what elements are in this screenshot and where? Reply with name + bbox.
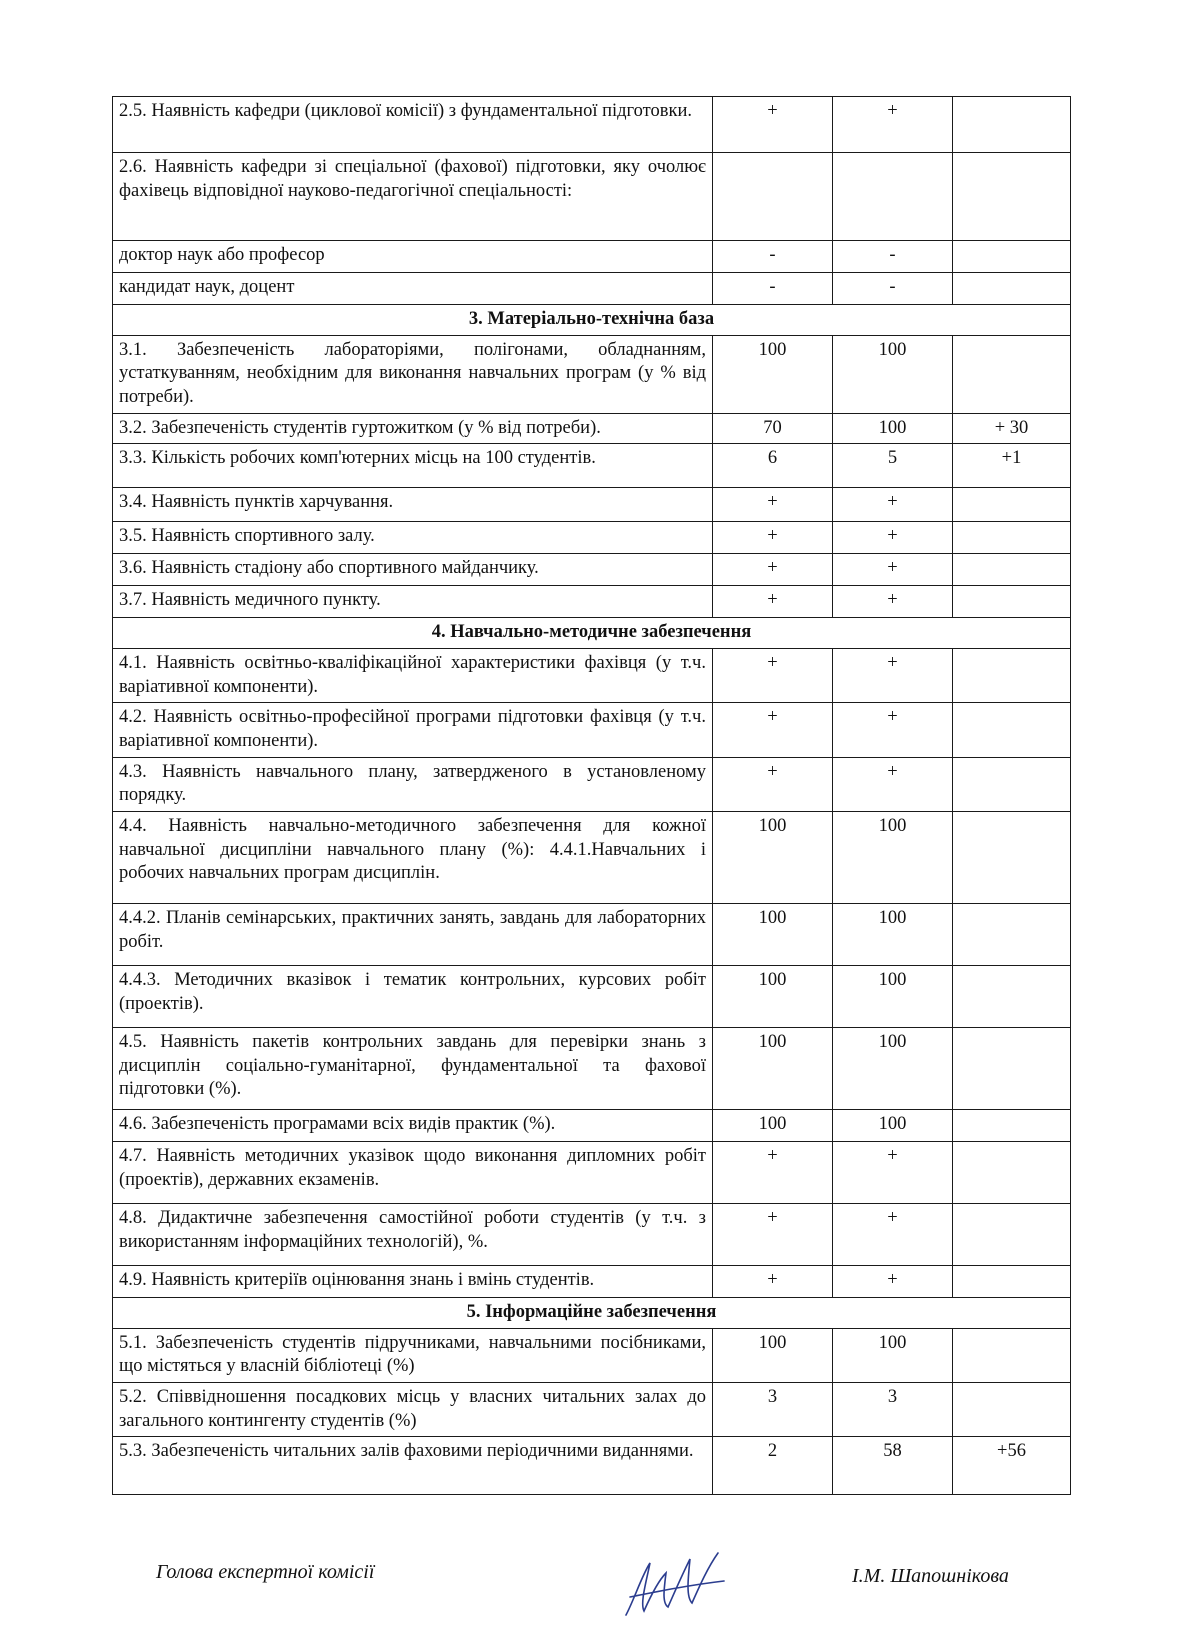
required-value: 3	[713, 1383, 833, 1437]
deviation-value: + 30	[953, 413, 1071, 444]
actual-value	[833, 153, 953, 241]
criterion-text: 5.1. Забезпеченість студентів підручниками, навчальними посібниками, що містяться у власній бібліотеці (%)	[113, 1328, 713, 1382]
actual-value: +	[833, 586, 953, 618]
required-value: 2	[713, 1437, 833, 1495]
section-title: 3. Матеріально-технічна база	[113, 305, 1071, 336]
actual-value: 100	[833, 1028, 953, 1110]
criterion-text: 4.7. Наявність методичних указівок щодо виконання дипломних робіт (проектів), державних екзаменів.	[113, 1142, 713, 1204]
deviation-value: +56	[953, 1437, 1071, 1495]
required-value: -	[713, 241, 833, 273]
criterion-text: 4.4.3. Методичних вказівок і тематик контрольних, курсових робіт (проектів).	[113, 966, 713, 1028]
table-row	[113, 1266, 1071, 1298]
required-value: +	[713, 649, 833, 703]
signatory-name: І.М. Шапошнікова	[852, 1565, 1009, 1587]
actual-value: 100	[833, 966, 953, 1028]
deviation-value	[953, 273, 1071, 305]
section-title: 4. Навчально-методичне забезпечення	[113, 618, 1071, 649]
criterion-text: 3.7. Наявність медичного пункту.	[113, 586, 713, 618]
deviation-value	[953, 586, 1071, 618]
actual-value: +	[833, 1266, 953, 1298]
required-value: +	[713, 1204, 833, 1266]
actual-value: 5	[833, 444, 953, 488]
section-title: 5. Інформаційне забезпечення	[113, 1298, 1071, 1329]
criteria-table-body	[113, 97, 1071, 1495]
deviation-value	[953, 1266, 1071, 1298]
required-value: 100	[713, 1328, 833, 1382]
table-row	[113, 1383, 1071, 1437]
actual-value: -	[833, 241, 953, 273]
criterion-text: 5.3. Забезпеченість читальних залів фаховими періодичними виданнями.	[113, 1437, 713, 1495]
actual-value: 58	[833, 1437, 953, 1495]
actual-value: 3	[833, 1383, 953, 1437]
table-row	[113, 1204, 1071, 1266]
actual-value: 100	[833, 335, 953, 413]
criterion-text: 4.6. Забезпеченість програмами всіх видів практик (%).	[113, 1110, 713, 1142]
actual-value: 100	[833, 1328, 953, 1382]
table-row	[113, 554, 1071, 586]
criterion-text: 3.6. Наявність стадіону або спортивного майданчику.	[113, 554, 713, 586]
required-value: 100	[713, 904, 833, 966]
table-row	[113, 1328, 1071, 1382]
deviation-value	[953, 554, 1071, 586]
actual-value: +	[833, 1204, 953, 1266]
criterion-text: 4.5. Наявність пакетів контрольних завдань для перевірки знань з дисциплін соціально-гуманітарної, фундаментальної та фахової підготовки (%).	[113, 1028, 713, 1110]
required-value: 70	[713, 413, 833, 444]
deviation-value	[953, 1110, 1071, 1142]
required-value: 100	[713, 1028, 833, 1110]
actual-value: +	[833, 649, 953, 703]
actual-value: +	[833, 554, 953, 586]
required-value: +	[713, 1266, 833, 1298]
deviation-value	[953, 1142, 1071, 1204]
criterion-text: 4.4. Наявність навчально-методичного забезпечення для кожної навчальної дисципліни навчального плану (%): 4.4.1.Навчальних і робочих навчальних програм дисциплін.	[113, 812, 713, 904]
required-value: +	[713, 1142, 833, 1204]
required-value	[713, 153, 833, 241]
table-row	[113, 703, 1071, 757]
criterion-text: доктор наук або професор	[113, 241, 713, 273]
required-value: +	[713, 703, 833, 757]
actual-value: +	[833, 703, 953, 757]
criterion-text: 4.4.2. Планів семінарських, практичних занять, завдань для лабораторних робіт.	[113, 904, 713, 966]
table-row	[113, 97, 1071, 153]
section-header-row	[113, 305, 1071, 336]
table-row	[113, 757, 1071, 811]
table-row	[113, 444, 1071, 488]
criterion-text: 4.8. Дидактичне забезпечення самостійної роботи студентів (у т.ч. з використанням інформаційних технологій), %.	[113, 1204, 713, 1266]
actual-value: +	[833, 488, 953, 522]
deviation-value	[953, 241, 1071, 273]
table-row	[113, 1142, 1071, 1204]
criterion-text: 4.9. Наявність критеріїв оцінювання знань і вмінь студентів.	[113, 1266, 713, 1298]
deviation-value	[953, 649, 1071, 703]
table-row	[113, 904, 1071, 966]
criterion-text: 3.4. Наявність пунктів харчування.	[113, 488, 713, 522]
deviation-value	[953, 1328, 1071, 1382]
deviation-value	[953, 335, 1071, 413]
criterion-text: 4.3. Наявність навчального плану, затвердженого в установленому порядку.	[113, 757, 713, 811]
deviation-value	[953, 812, 1071, 904]
required-value: +	[713, 586, 833, 618]
required-value: +	[713, 522, 833, 554]
deviation-value	[953, 488, 1071, 522]
criterion-text: 3.5. Наявність спортивного залу.	[113, 522, 713, 554]
criterion-text: 2.5. Наявність кафедри (циклової комісії) з фундаментальної підготовки.	[113, 97, 713, 153]
criterion-text: 5.2. Співвідношення посадкових місць у власних читальних залах до загального контингенту студентів (%)	[113, 1383, 713, 1437]
criteria-table	[112, 96, 1071, 1495]
actual-value: +	[833, 522, 953, 554]
deviation-value	[953, 757, 1071, 811]
required-value: 100	[713, 812, 833, 904]
section-header-row	[113, 618, 1071, 649]
actual-value: -	[833, 273, 953, 305]
criterion-text: 4.2. Наявність освітньо-професійної програми підготовки фахівця (у т.ч. варіативної компоненти).	[113, 703, 713, 757]
actual-value: +	[833, 1142, 953, 1204]
deviation-value	[953, 966, 1071, 1028]
required-value: +	[713, 97, 833, 153]
table-row	[113, 273, 1071, 305]
table-row	[113, 966, 1071, 1028]
deviation-value	[953, 1383, 1071, 1437]
deviation-value	[953, 1204, 1071, 1266]
signature-block	[0, 1545, 1200, 1635]
table-row	[113, 153, 1071, 241]
table-row	[113, 1110, 1071, 1142]
required-value: 100	[713, 966, 833, 1028]
required-value: +	[713, 488, 833, 522]
criterion-text: кандидат наук, доцент	[113, 273, 713, 305]
deviation-value	[953, 904, 1071, 966]
criterion-text: 3.3. Кількість робочих комп'ютерних місць на 100 студентів.	[113, 444, 713, 488]
table-row	[113, 812, 1071, 904]
deviation-value	[953, 522, 1071, 554]
table-row	[113, 586, 1071, 618]
required-value: -	[713, 273, 833, 305]
deviation-value	[953, 1028, 1071, 1110]
table-row	[113, 488, 1071, 522]
section-header-row	[113, 1298, 1071, 1329]
actual-value: 100	[833, 413, 953, 444]
required-value: 100	[713, 335, 833, 413]
table-row	[113, 335, 1071, 413]
criterion-text: 4.1. Наявність освітньо-кваліфікаційної характеристики фахівця (у т.ч. варіативної компоненти).	[113, 649, 713, 703]
actual-value: +	[833, 757, 953, 811]
actual-value: 100	[833, 1110, 953, 1142]
deviation-value	[953, 703, 1071, 757]
table-row	[113, 1437, 1071, 1495]
criterion-text: 3.2. Забезпеченість студентів гуртожитком (у % від потреби).	[113, 413, 713, 444]
required-value: +	[713, 757, 833, 811]
deviation-value	[953, 153, 1071, 241]
actual-value: +	[833, 97, 953, 153]
table-row	[113, 1028, 1071, 1110]
deviation-value	[953, 97, 1071, 153]
criterion-text: 2.6. Наявність кафедри зі спеціальної (фахової) підготовки, яку очолює фахівець відповідної науково-педагогічної спеціальності:	[113, 153, 713, 241]
deviation-value: +1	[953, 444, 1071, 488]
required-value: +	[713, 554, 833, 586]
criterion-text: 3.1. Забезпеченість лабораторіями, полігонами, обладнанням, устаткуванням, необхідним для виконання навчальних програм (у % від потреби).	[113, 335, 713, 413]
table-row	[113, 413, 1071, 444]
table-row	[113, 241, 1071, 273]
required-value: 6	[713, 444, 833, 488]
handwritten-signature	[620, 1545, 740, 1625]
signatory-role: Голова експертної комісії	[156, 1561, 375, 1583]
required-value: 100	[713, 1110, 833, 1142]
actual-value: 100	[833, 904, 953, 966]
table-row	[113, 522, 1071, 554]
table-row	[113, 649, 1071, 703]
actual-value: 100	[833, 812, 953, 904]
